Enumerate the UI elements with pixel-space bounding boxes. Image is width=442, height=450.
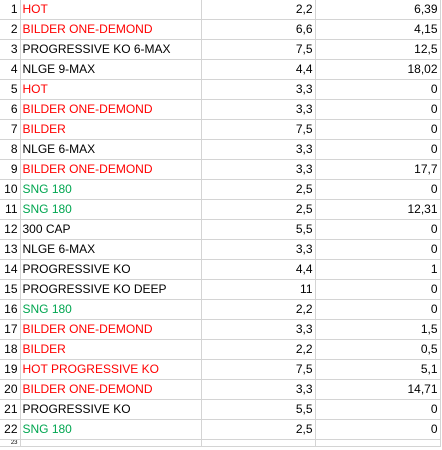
cell-empty[interactable] <box>201 440 315 447</box>
cell-value-a[interactable]: 3,3 <box>201 100 315 120</box>
cell-value-b[interactable]: 1,5 <box>315 320 440 340</box>
row-number[interactable]: 16 <box>0 300 20 320</box>
cell-value-b[interactable]: 0 <box>315 140 440 160</box>
row-number[interactable]: 21 <box>0 400 20 420</box>
cell-name[interactable]: NLGE 6-MAX <box>20 140 201 160</box>
table-row <box>0 240 440 260</box>
table-row <box>0 360 440 380</box>
cell-value-b[interactable]: 0,5 <box>315 340 440 360</box>
row-number[interactable]: 5 <box>0 80 20 100</box>
cell-name[interactable]: BILDER ONE-DEMOND <box>20 380 201 400</box>
table-row-partial <box>0 440 440 447</box>
table-row <box>0 120 440 140</box>
cell-name[interactable]: SNG 180 <box>20 180 201 200</box>
table-row <box>0 60 440 80</box>
table-row <box>0 320 440 340</box>
table-row <box>0 260 440 280</box>
cell-name[interactable]: HOT <box>20 80 201 100</box>
cell-value-b[interactable]: 12,5 <box>315 40 440 60</box>
cell-value-a[interactable]: 3,3 <box>201 80 315 100</box>
cell-name[interactable]: PROGRESSIVE KO 6-MAX <box>20 40 201 60</box>
row-number[interactable]: 3 <box>0 40 20 60</box>
table-row <box>0 100 440 120</box>
table-row <box>0 140 440 160</box>
cell-empty[interactable] <box>315 440 440 447</box>
table-row <box>0 300 440 320</box>
row-number[interactable]: 12 <box>0 220 20 240</box>
cell-name[interactable]: BILDER <box>20 120 201 140</box>
cell-value-a[interactable]: 5,5 <box>201 400 315 420</box>
table-row <box>0 80 440 100</box>
cell-value-a[interactable]: 4,4 <box>201 60 315 80</box>
table-row <box>0 20 440 40</box>
cell-name[interactable]: NLGE 6-MAX <box>20 240 201 260</box>
cell-name[interactable]: SNG 180 <box>20 420 201 440</box>
cell-name[interactable]: PROGRESSIVE KO <box>20 260 201 280</box>
row-number[interactable]: 8 <box>0 140 20 160</box>
cell-value-b[interactable]: 0 <box>315 280 440 300</box>
cell-value-b[interactable]: 0 <box>315 220 440 240</box>
cell-name[interactable]: BILDER ONE-DEMOND <box>20 320 201 340</box>
row-number[interactable]: 18 <box>0 340 20 360</box>
cell-value-b[interactable]: 12,31 <box>315 200 440 220</box>
cell-value-b[interactable]: 6,39 <box>315 0 440 20</box>
row-number[interactable]: 14 <box>0 260 20 280</box>
cell-value-b[interactable]: 17,7 <box>315 160 440 180</box>
cell-value-b[interactable]: 0 <box>315 240 440 260</box>
cell-value-a[interactable]: 6,6 <box>201 20 315 40</box>
table-row <box>0 0 440 20</box>
cell-value-b[interactable]: 0 <box>315 300 440 320</box>
row-number[interactable]: 6 <box>0 100 20 120</box>
cell-name[interactable]: BILDER <box>20 340 201 360</box>
table-row <box>0 180 440 200</box>
table-row <box>0 340 440 360</box>
cell-value-b[interactable]: 4,15 <box>315 20 440 40</box>
cell-value-b[interactable]: 14,71 <box>315 380 440 400</box>
cell-value-a[interactable]: 3,3 <box>201 380 315 400</box>
cell-name[interactable]: BILDER ONE-DEMOND <box>20 20 201 40</box>
cell-value-a[interactable]: 2,2 <box>201 300 315 320</box>
cell-value-a[interactable]: 2,2 <box>201 340 315 360</box>
row-number[interactable]: 20 <box>0 380 20 400</box>
cell-name[interactable]: BILDER ONE-DEMOND <box>20 160 201 180</box>
table-row <box>0 420 440 440</box>
cell-value-b[interactable]: 0 <box>315 400 440 420</box>
cell-value-a[interactable]: 7,5 <box>201 40 315 60</box>
cell-value-a[interactable]: 2,5 <box>201 420 315 440</box>
cell-value-a[interactable]: 3,3 <box>201 160 315 180</box>
row-number[interactable]: 19 <box>0 360 20 380</box>
cell-name[interactable]: BILDER ONE-DEMOND <box>20 100 201 120</box>
cell-value-b[interactable]: 5,1 <box>315 360 440 380</box>
row-number[interactable]: 7 <box>0 120 20 140</box>
row-number[interactable]: 11 <box>0 200 20 220</box>
cell-name[interactable]: HOT PROGRESSIVE KO <box>20 360 201 380</box>
table-row <box>0 280 440 300</box>
table-row <box>0 380 440 400</box>
row-number[interactable]: 4 <box>0 60 20 80</box>
cell-value-b[interactable]: 1 <box>315 260 440 280</box>
cell-name[interactable]: PROGRESSIVE KO <box>20 400 201 420</box>
row-number[interactable]: 15 <box>0 280 20 300</box>
cell-value-a[interactable]: 5,5 <box>201 220 315 240</box>
cell-value-a[interactable]: 11 <box>201 280 315 300</box>
table-row <box>0 400 440 420</box>
cell-name[interactable]: NLGE 9-MAX <box>20 60 201 80</box>
cell-value-a[interactable]: 2,5 <box>201 200 315 220</box>
cell-value-a[interactable]: 2,2 <box>201 0 315 20</box>
row-number[interactable]: 2 <box>0 20 20 40</box>
cell-name[interactable]: HOT <box>20 0 201 20</box>
cell-value-b[interactable]: 0 <box>315 100 440 120</box>
cell-value-a[interactable]: 3,3 <box>201 140 315 160</box>
cell-name[interactable]: PROGRESSIVE KO DEEP <box>20 280 201 300</box>
row-number[interactable]: 22 <box>0 420 20 440</box>
cell-name[interactable]: SNG 180 <box>20 300 201 320</box>
cell-value-a[interactable]: 3,3 <box>201 320 315 340</box>
cell-name[interactable]: SNG 180 <box>20 200 201 220</box>
row-number[interactable]: 17 <box>0 320 20 340</box>
cell-value-a[interactable]: 7,5 <box>201 360 315 380</box>
cell-value-b[interactable]: 0 <box>315 180 440 200</box>
table-row <box>0 220 440 240</box>
table-row <box>0 40 440 60</box>
cell-value-a[interactable]: 2,5 <box>201 180 315 200</box>
cell-value-b[interactable]: 0 <box>315 120 440 140</box>
cell-name[interactable]: 300 CAP <box>20 220 201 240</box>
table-row <box>0 200 440 220</box>
row-number[interactable]: 23 <box>0 440 20 447</box>
cell-value-b[interactable]: 0 <box>315 420 440 440</box>
row-number[interactable]: 13 <box>0 240 20 260</box>
cell-empty[interactable] <box>20 440 201 447</box>
table-row <box>0 160 440 180</box>
cell-value-b[interactable]: 0 <box>315 80 440 100</box>
cell-value-a[interactable]: 3,3 <box>201 240 315 260</box>
cell-value-a[interactable]: 4,4 <box>201 260 315 280</box>
cell-value-a[interactable]: 7,5 <box>201 120 315 140</box>
row-number[interactable]: 1 <box>0 0 20 20</box>
row-number[interactable]: 9 <box>0 160 20 180</box>
cell-value-b[interactable]: 18,02 <box>315 60 440 80</box>
row-number[interactable]: 10 <box>0 180 20 200</box>
